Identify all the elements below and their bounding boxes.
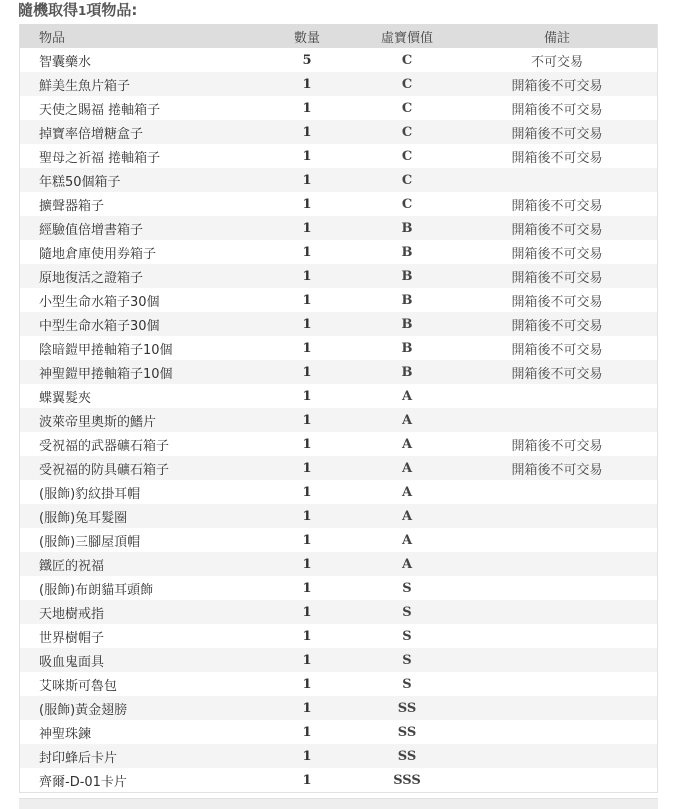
table-row: [20, 672, 657, 696]
item-value-cell: S: [402, 676, 412, 692]
table-row: [20, 768, 657, 792]
table-row: [20, 456, 657, 480]
table-row: [20, 360, 657, 384]
item-value-cell: S: [402, 652, 412, 668]
table-row: [20, 48, 657, 72]
item-quantity-cell: 1: [302, 508, 312, 524]
item-value-cell: C: [401, 76, 413, 92]
item-name-cell: 蝶翼髮夾: [39, 390, 92, 406]
title-prefix: 隨機取得: [18, 1, 79, 19]
item-note-cell: 開箱後不可交易: [511, 318, 603, 334]
item-note-cell: 開箱後不可交易: [511, 78, 603, 94]
table-row: [20, 144, 657, 168]
table-row: [20, 648, 657, 672]
item-value-cell: SSS: [393, 772, 421, 788]
table-row: [20, 288, 657, 312]
item-name-cell: 經驗值倍增書箱子: [39, 222, 144, 238]
item-name-cell: 神聖珠鍊: [39, 726, 92, 742]
item-quantity-cell: 5: [302, 52, 312, 68]
table-row: [20, 72, 657, 96]
table-body: [20, 48, 657, 792]
item-note-cell: [457, 624, 657, 648]
item-note-cell: [457, 504, 657, 528]
item-name-cell: 天地樹戒指: [39, 606, 105, 622]
item-note-cell: [457, 408, 657, 432]
item-value-cell: B: [401, 316, 413, 332]
item-name-cell: 受祝福的武器礦石箱子: [39, 438, 170, 454]
item-quantity-cell: 1: [302, 484, 312, 500]
item-note-cell: 開箱後不可交易: [511, 150, 603, 166]
item-value-cell: A: [401, 532, 413, 548]
item-value-cell: SS: [397, 724, 417, 740]
item-quantity-cell: 1: [302, 628, 312, 644]
title-count: 1: [78, 4, 87, 18]
table-header-row: [20, 24, 657, 48]
item-note-cell: [457, 552, 657, 576]
item-name-cell: 隨地倉庫使用券箱子: [39, 246, 157, 262]
item-quantity-cell: 1: [302, 580, 312, 596]
item-note-cell: [457, 168, 657, 192]
item-quantity-cell: 1: [302, 244, 312, 260]
table-row: [20, 528, 657, 552]
item-quantity-cell: 1: [302, 196, 312, 212]
item-note-cell: 開箱後不可交易: [511, 102, 603, 118]
item-note-cell: 開箱後不可交易: [511, 462, 603, 478]
table-row: [20, 432, 657, 456]
item-note-cell: [457, 480, 657, 504]
item-name-cell: 齊爾-D-01卡片: [39, 774, 127, 790]
item-quantity-cell: 1: [302, 436, 312, 452]
table-row: [20, 696, 657, 720]
item-quantity-cell: 1: [302, 748, 312, 764]
item-name-cell: 神聖鎧甲捲軸箱子10個: [39, 366, 173, 382]
table-row: [20, 312, 657, 336]
item-name-cell: 世界樹帽子: [39, 630, 105, 646]
item-note-cell: 開箱後不可交易: [511, 342, 603, 358]
item-name-cell: 小型生命水箱子30個: [39, 294, 160, 310]
item-name-cell: 智囊藥水: [39, 54, 92, 70]
table-row: [20, 504, 657, 528]
item-value-cell: SS: [397, 748, 417, 764]
item-value-cell: SS: [397, 700, 417, 716]
item-quantity-cell: 1: [302, 316, 312, 332]
item-note-cell: [457, 648, 657, 672]
item-note-cell: [457, 696, 657, 720]
table-row: [20, 384, 657, 408]
table-row: [20, 480, 657, 504]
item-value-cell: B: [401, 340, 413, 356]
item-name-cell: (服飾)黃金翅膀: [39, 702, 128, 718]
bottom-bar: [19, 798, 658, 809]
table-row: [20, 192, 657, 216]
item-value-cell: A: [401, 460, 413, 476]
item-value-cell: B: [401, 292, 413, 308]
item-value-cell: A: [401, 436, 413, 452]
item-name-cell: 鮮美生魚片箱子: [39, 78, 131, 94]
item-quantity-cell: 1: [302, 292, 312, 308]
item-note-cell: [457, 600, 657, 624]
item-value-cell: C: [401, 100, 413, 116]
item-note-cell: 開箱後不可交易: [511, 246, 603, 262]
item-name-cell: 艾咪斯可魯包: [39, 678, 118, 694]
page-title: [18, 0, 137, 22]
table-row: [20, 720, 657, 744]
table-row: [20, 240, 657, 264]
table-row: [20, 264, 657, 288]
table-row: [20, 408, 657, 432]
item-note-cell: 開箱後不可交易: [511, 366, 603, 382]
item-name-cell: (服飾)兔耳髮圈: [39, 510, 128, 526]
item-note-cell: [457, 672, 657, 696]
item-name-cell: 天使之賜福 捲軸箱子: [39, 102, 161, 118]
item-note-cell: [457, 768, 657, 792]
table-row: [20, 120, 657, 144]
item-note-cell: 開箱後不可交易: [511, 438, 603, 454]
item-name-cell: 波萊帝里奧斯的鰭片: [39, 414, 157, 430]
item-name-cell: 封印蜂后卡片: [39, 750, 118, 766]
table-row: [20, 552, 657, 576]
column-header-item: 物品: [39, 30, 66, 46]
table-row: [20, 96, 657, 120]
item-note-cell: 開箱後不可交易: [511, 222, 603, 238]
item-quantity-cell: 1: [302, 652, 312, 668]
item-quantity-cell: 1: [302, 556, 312, 572]
table-row: [20, 168, 657, 192]
item-name-cell: 陰暗鎧甲捲軸箱子10個: [39, 342, 173, 358]
items-table: [20, 24, 657, 792]
item-name-cell: 掉寶率倍增糖盒子: [39, 126, 144, 142]
item-value-cell: C: [401, 148, 413, 164]
item-quantity-cell: 1: [302, 676, 312, 692]
item-quantity-cell: 1: [302, 700, 312, 716]
item-note-cell: [457, 720, 657, 744]
item-value-cell: C: [401, 172, 413, 188]
table-header: [20, 24, 657, 48]
table-row: [20, 744, 657, 768]
item-note-cell: 開箱後不可交易: [511, 270, 603, 286]
item-quantity-cell: 1: [302, 460, 312, 476]
item-quantity-cell: 1: [302, 76, 312, 92]
item-value-cell: A: [401, 484, 413, 500]
item-value-cell: A: [401, 388, 413, 404]
item-name-cell: 吸血鬼面具: [39, 654, 105, 670]
item-quantity-cell: 1: [302, 412, 312, 428]
table-row: [20, 624, 657, 648]
item-quantity-cell: 1: [302, 604, 312, 620]
item-name-cell: 鐵匠的祝福: [39, 558, 105, 574]
item-quantity-cell: 1: [302, 724, 312, 740]
item-value-cell: A: [401, 412, 413, 428]
item-quantity-cell: 1: [302, 148, 312, 164]
item-name-cell: 擴聲器箱子: [39, 198, 105, 214]
item-value-cell: C: [401, 124, 413, 140]
item-note-cell: [457, 576, 657, 600]
item-note-cell: [457, 384, 657, 408]
item-quantity-cell: 1: [302, 772, 312, 788]
item-note-cell: 開箱後不可交易: [511, 126, 603, 142]
table-row: [20, 216, 657, 240]
item-note-cell: [457, 744, 657, 768]
item-note-cell: 開箱後不可交易: [511, 198, 603, 214]
item-value-cell: C: [401, 52, 413, 68]
item-name-cell: (服飾)布朗貓耳頭飾: [39, 582, 154, 598]
item-quantity-cell: 1: [302, 268, 312, 284]
item-value-cell: B: [401, 220, 413, 236]
column-header-quantity: 數量: [293, 30, 320, 46]
table-row: [20, 576, 657, 600]
item-value-cell: S: [402, 628, 412, 644]
item-value-cell: S: [402, 580, 412, 596]
item-name-cell: 年糕50個箱子: [39, 174, 121, 190]
item-name-cell: 原地復活之證箱子: [39, 270, 144, 286]
item-name-cell: (服飾)三腳屋頂帽: [39, 534, 141, 550]
item-value-cell: A: [401, 508, 413, 524]
item-quantity-cell: 1: [302, 172, 312, 188]
item-value-cell: B: [401, 364, 413, 380]
column-header-note: 備註: [543, 30, 570, 46]
item-quantity-cell: 1: [302, 220, 312, 236]
item-value-cell: A: [401, 556, 413, 572]
item-quantity-cell: 1: [302, 124, 312, 140]
item-name-cell: (服飾)豹紋掛耳帽: [39, 486, 141, 502]
item-quantity-cell: 1: [302, 532, 312, 548]
item-name-cell: 聖母之祈福 捲軸箱子: [39, 150, 161, 166]
item-value-cell: B: [401, 244, 413, 260]
item-quantity-cell: 1: [302, 340, 312, 356]
column-header-value: 虛寶價值: [380, 30, 433, 46]
item-value-cell: S: [402, 604, 412, 620]
item-name-cell: 中型生命水箱子30個: [39, 318, 160, 334]
item-name-cell: 受祝福的防具礦石箱子: [39, 462, 170, 478]
title-suffix: 項物品:: [86, 1, 138, 19]
item-quantity-cell: 1: [302, 388, 312, 404]
item-note-cell: 不可交易: [530, 54, 583, 70]
table-row: [20, 336, 657, 360]
item-value-cell: C: [401, 196, 413, 212]
item-quantity-cell: 1: [302, 100, 312, 116]
table-row: [20, 600, 657, 624]
item-quantity-cell: 1: [302, 364, 312, 380]
item-value-cell: B: [401, 268, 413, 284]
item-note-cell: 開箱後不可交易: [511, 294, 603, 310]
item-note-cell: [457, 528, 657, 552]
items-table-container: [19, 24, 658, 793]
